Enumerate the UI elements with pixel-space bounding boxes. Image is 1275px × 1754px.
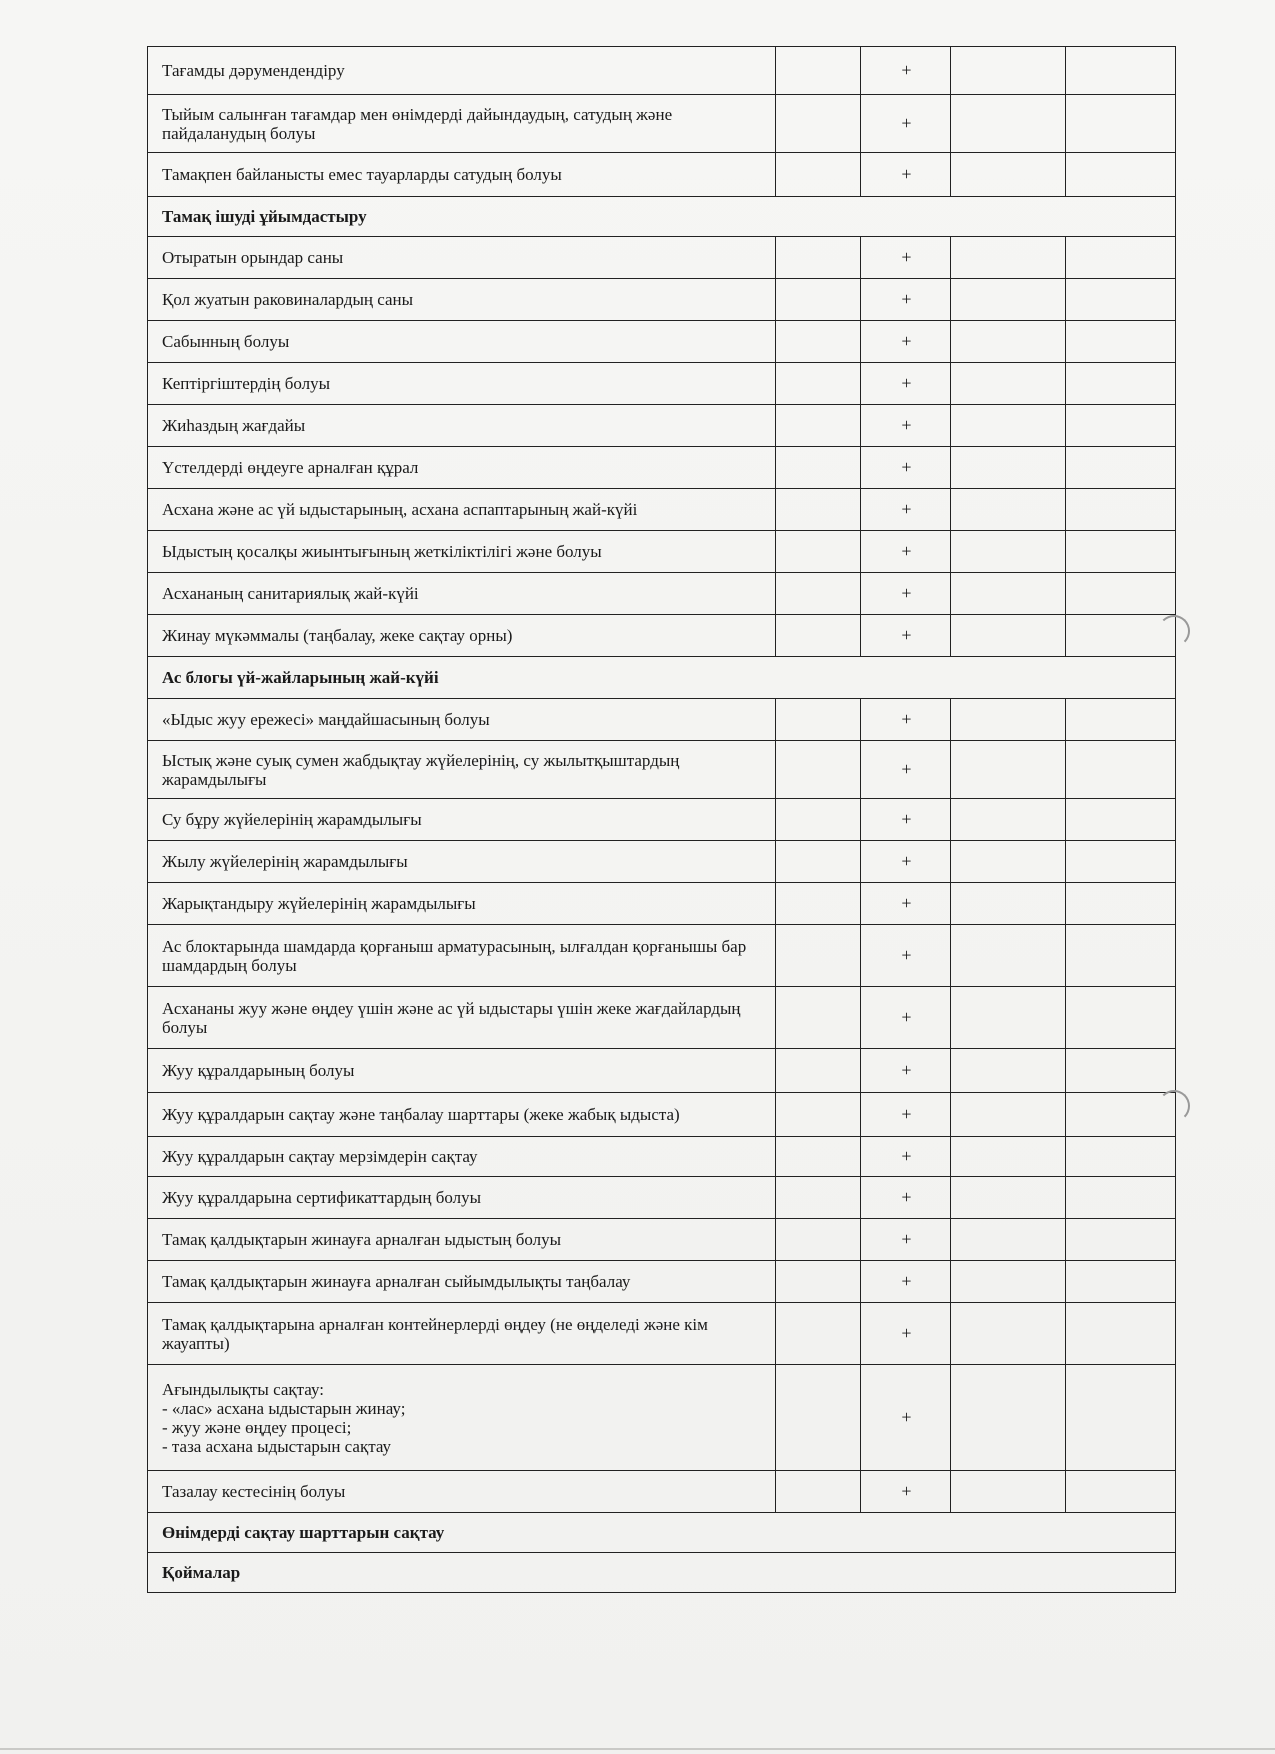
criterion-text: Су бұру жүйелерінің жарамдылығы xyxy=(148,799,776,841)
compliance-mark: + xyxy=(861,883,951,925)
criterion-text: Жуу құралдарын сақтау және таңбалау шарттары (жеке жабық ыдыста) xyxy=(148,1093,776,1137)
checklist-row xyxy=(148,841,1176,883)
criterion-text: Үстелдерді өңдеуге арналған құрал xyxy=(148,447,776,489)
criterion-text: Жуу құралдарының болуы xyxy=(148,1049,776,1093)
empty-cell xyxy=(776,321,861,363)
empty-cell xyxy=(1066,741,1176,799)
checklist-row xyxy=(148,1093,1176,1137)
compliance-mark: + xyxy=(861,405,951,447)
empty-cell xyxy=(776,1049,861,1093)
compliance-mark: + xyxy=(861,1049,951,1093)
checklist-row xyxy=(148,1365,1176,1471)
checklist-row xyxy=(148,1471,1176,1513)
empty-cell xyxy=(951,1137,1066,1177)
compliance-mark: + xyxy=(861,447,951,489)
empty-cell xyxy=(951,615,1066,657)
checklist-row xyxy=(148,741,1176,799)
criterion-text: Асхана және ас үй ыдыстарының, асхана аспаптарының жай-күйі xyxy=(148,489,776,531)
compliance-mark: + xyxy=(861,841,951,883)
empty-cell xyxy=(951,95,1066,153)
compliance-mark: + xyxy=(861,47,951,95)
empty-cell xyxy=(1066,321,1176,363)
empty-cell xyxy=(1066,95,1176,153)
checklist-row xyxy=(148,363,1176,405)
empty-cell xyxy=(1066,883,1176,925)
checklist-row xyxy=(148,1219,1176,1261)
empty-cell xyxy=(1066,573,1176,615)
criterion-text: Тамақ қалдықтарын жинауға арналған ыдыстың болуы xyxy=(148,1219,776,1261)
empty-cell xyxy=(776,237,861,279)
empty-cell xyxy=(1066,237,1176,279)
empty-cell xyxy=(1066,1365,1176,1471)
compliance-mark: + xyxy=(861,237,951,279)
empty-cell xyxy=(951,447,1066,489)
checklist-row xyxy=(148,405,1176,447)
empty-cell xyxy=(776,489,861,531)
empty-cell xyxy=(1066,447,1176,489)
criterion-text: Тағамды дәрумендендіру xyxy=(148,47,776,95)
empty-cell xyxy=(951,321,1066,363)
empty-cell xyxy=(776,741,861,799)
empty-cell xyxy=(951,153,1066,197)
criterion-text: Сабынның болуы xyxy=(148,321,776,363)
empty-cell xyxy=(776,1365,861,1471)
compliance-mark: + xyxy=(861,321,951,363)
empty-cell xyxy=(951,883,1066,925)
checklist-row xyxy=(148,153,1176,197)
criterion-text: Ас блоктарында шамдарда қорғаныш арматурасының, ылғалдан қорғанышы бар шамдардың болуы xyxy=(148,925,776,987)
criterion-text: Отыратын орындар саны xyxy=(148,237,776,279)
empty-cell xyxy=(776,153,861,197)
checklist-row xyxy=(148,883,1176,925)
criterion-text: Асхананың санитариялық жай-күйі xyxy=(148,573,776,615)
checklist-body xyxy=(148,47,1176,1593)
empty-cell xyxy=(776,1303,861,1365)
criterion-text: Тыйым салынған тағамдар мен өнімдерді дайындаудың, сатудың және пайдаланудың болуы xyxy=(148,95,776,153)
empty-cell xyxy=(776,279,861,321)
compliance-mark: + xyxy=(861,95,951,153)
checklist-row xyxy=(148,95,1176,153)
empty-cell xyxy=(951,279,1066,321)
empty-cell xyxy=(951,405,1066,447)
section-title: Ас блогы үй-жайларының жай-күйі xyxy=(148,657,1176,699)
empty-cell xyxy=(776,1137,861,1177)
criterion-text: Асхананы жуу және өңдеу үшін және ас үй ыдыстары үшін жеке жағдайлардың болуы xyxy=(148,987,776,1049)
empty-cell xyxy=(951,1177,1066,1219)
empty-cell xyxy=(951,925,1066,987)
criterion-text: Тамақпен байланысты емес тауарларды сатудың болуы xyxy=(148,153,776,197)
compliance-mark: + xyxy=(861,925,951,987)
empty-cell xyxy=(1066,531,1176,573)
checklist-row xyxy=(148,987,1176,1049)
empty-cell xyxy=(776,615,861,657)
empty-cell xyxy=(951,489,1066,531)
checklist-row xyxy=(148,925,1176,987)
criterion-text: Жуу құралдарын сақтау мерзімдерін сақтау xyxy=(148,1137,776,1177)
empty-cell xyxy=(1066,153,1176,197)
checklist-row xyxy=(148,489,1176,531)
criterion-text: Жылу жүйелерінің жарамдылығы xyxy=(148,841,776,883)
compliance-mark: + xyxy=(861,1471,951,1513)
compliance-mark: + xyxy=(861,987,951,1049)
empty-cell xyxy=(776,363,861,405)
empty-cell xyxy=(1066,1261,1176,1303)
empty-cell xyxy=(776,841,861,883)
compliance-mark: + xyxy=(861,1093,951,1137)
compliance-mark: + xyxy=(861,1303,951,1365)
empty-cell xyxy=(776,573,861,615)
empty-cell xyxy=(1066,1049,1176,1093)
checklist-row xyxy=(148,47,1176,95)
checklist-row xyxy=(148,1261,1176,1303)
inspection-checklist-table xyxy=(147,46,1176,1593)
punch-hole xyxy=(1158,1090,1190,1122)
empty-cell xyxy=(1066,925,1176,987)
empty-cell xyxy=(951,1219,1066,1261)
checklist-row xyxy=(148,1177,1176,1219)
empty-cell xyxy=(776,447,861,489)
empty-cell xyxy=(951,841,1066,883)
checklist-row xyxy=(148,237,1176,279)
empty-cell xyxy=(776,1471,861,1513)
section-title: Тамақ ішуді ұйымдастыру xyxy=(148,197,1176,237)
empty-cell xyxy=(1066,1303,1176,1365)
punch-hole xyxy=(1158,615,1190,647)
empty-cell xyxy=(951,987,1066,1049)
empty-cell xyxy=(776,1261,861,1303)
scan-edge xyxy=(0,1748,1275,1750)
criterion-text: Жиһаздың жағдайы xyxy=(148,405,776,447)
empty-cell xyxy=(951,1049,1066,1093)
criterion-text: Жуу құралдарына сертификаттардың болуы xyxy=(148,1177,776,1219)
empty-cell xyxy=(951,699,1066,741)
criterion-text: Жарықтандыру жүйелерінің жарамдылығы xyxy=(148,883,776,925)
compliance-mark: + xyxy=(861,531,951,573)
empty-cell xyxy=(1066,279,1176,321)
empty-cell xyxy=(951,531,1066,573)
compliance-mark: + xyxy=(861,1219,951,1261)
checklist-row xyxy=(148,573,1176,615)
empty-cell xyxy=(776,531,861,573)
empty-cell xyxy=(1066,1219,1176,1261)
empty-cell xyxy=(776,699,861,741)
criterion-text: Жинау мүкәммалы (таңбалау, жеке сақтау орны) xyxy=(148,615,776,657)
criterion-text: Ыстық және суық сумен жабдықтау жүйелерінің, су жылытқыштардың жарамдылығы xyxy=(148,741,776,799)
empty-cell xyxy=(951,1093,1066,1137)
section-title: Қоймалар xyxy=(148,1553,1176,1593)
empty-cell xyxy=(951,1471,1066,1513)
compliance-mark: + xyxy=(861,615,951,657)
empty-cell xyxy=(951,1303,1066,1365)
empty-cell xyxy=(776,1219,861,1261)
empty-cell xyxy=(776,1177,861,1219)
empty-cell xyxy=(1066,489,1176,531)
empty-cell xyxy=(951,1261,1066,1303)
criterion-text: Ағындылықты сақтау: - «лас» асхана ыдыстарын жинау; - жуу және өңдеу процесі; - таза асхана ыдыстарын сақтау xyxy=(148,1365,776,1471)
empty-cell xyxy=(776,405,861,447)
empty-cell xyxy=(1066,1137,1176,1177)
checklist-row xyxy=(148,1137,1176,1177)
empty-cell xyxy=(776,883,861,925)
checklist-row xyxy=(148,279,1176,321)
empty-cell xyxy=(1066,363,1176,405)
compliance-mark: + xyxy=(861,489,951,531)
compliance-mark: + xyxy=(861,1137,951,1177)
compliance-mark: + xyxy=(861,699,951,741)
empty-cell xyxy=(951,363,1066,405)
empty-cell xyxy=(776,987,861,1049)
checklist-row xyxy=(148,1049,1176,1093)
compliance-mark: + xyxy=(861,363,951,405)
checklist-row xyxy=(148,799,1176,841)
criterion-text: Ыдыстың қосалқы жиынтығының жеткіліктілігі және болуы xyxy=(148,531,776,573)
criterion-text: Тамақ қалдықтарын жинауға арналған сыйымдылықты таңбалау xyxy=(148,1261,776,1303)
section-header-row xyxy=(148,1553,1176,1593)
empty-cell xyxy=(1066,405,1176,447)
checklist-row xyxy=(148,615,1176,657)
criterion-text: Тазалау кестесінің болуы xyxy=(148,1471,776,1513)
empty-cell xyxy=(951,237,1066,279)
criterion-text: Кептіргіштердің болуы xyxy=(148,363,776,405)
empty-cell xyxy=(1066,47,1176,95)
criterion-text: «Ыдыс жуу ережесі» маңдайшасының болуы xyxy=(148,699,776,741)
checklist-row xyxy=(148,447,1176,489)
checklist-row xyxy=(148,531,1176,573)
empty-cell xyxy=(1066,1471,1176,1513)
empty-cell xyxy=(776,1093,861,1137)
empty-cell xyxy=(776,95,861,153)
compliance-mark: + xyxy=(861,573,951,615)
empty-cell xyxy=(1066,841,1176,883)
empty-cell xyxy=(951,799,1066,841)
empty-cell xyxy=(951,573,1066,615)
compliance-mark: + xyxy=(861,741,951,799)
section-title: Өнімдерді сақтау шарттарын сақтау xyxy=(148,1513,1176,1553)
empty-cell xyxy=(1066,1177,1176,1219)
compliance-mark: + xyxy=(861,1365,951,1471)
criterion-text: Қол жуатын раковиналардың саны xyxy=(148,279,776,321)
empty-cell xyxy=(951,47,1066,95)
empty-cell xyxy=(1066,799,1176,841)
section-header-row xyxy=(148,1513,1176,1553)
section-header-row xyxy=(148,197,1176,237)
empty-cell xyxy=(951,741,1066,799)
empty-cell xyxy=(776,799,861,841)
empty-cell xyxy=(1066,699,1176,741)
section-header-row xyxy=(148,657,1176,699)
empty-cell xyxy=(776,925,861,987)
compliance-mark: + xyxy=(861,799,951,841)
compliance-mark: + xyxy=(861,279,951,321)
checklist-row xyxy=(148,321,1176,363)
empty-cell xyxy=(951,1365,1066,1471)
empty-cell xyxy=(1066,987,1176,1049)
compliance-mark: + xyxy=(861,1261,951,1303)
checklist-row xyxy=(148,699,1176,741)
compliance-mark: + xyxy=(861,153,951,197)
checklist-row xyxy=(148,1303,1176,1365)
criterion-text: Тамақ қалдықтарына арналған контейнерлерді өңдеу (не өңделеді және кім жауапты) xyxy=(148,1303,776,1365)
empty-cell xyxy=(776,47,861,95)
compliance-mark: + xyxy=(861,1177,951,1219)
